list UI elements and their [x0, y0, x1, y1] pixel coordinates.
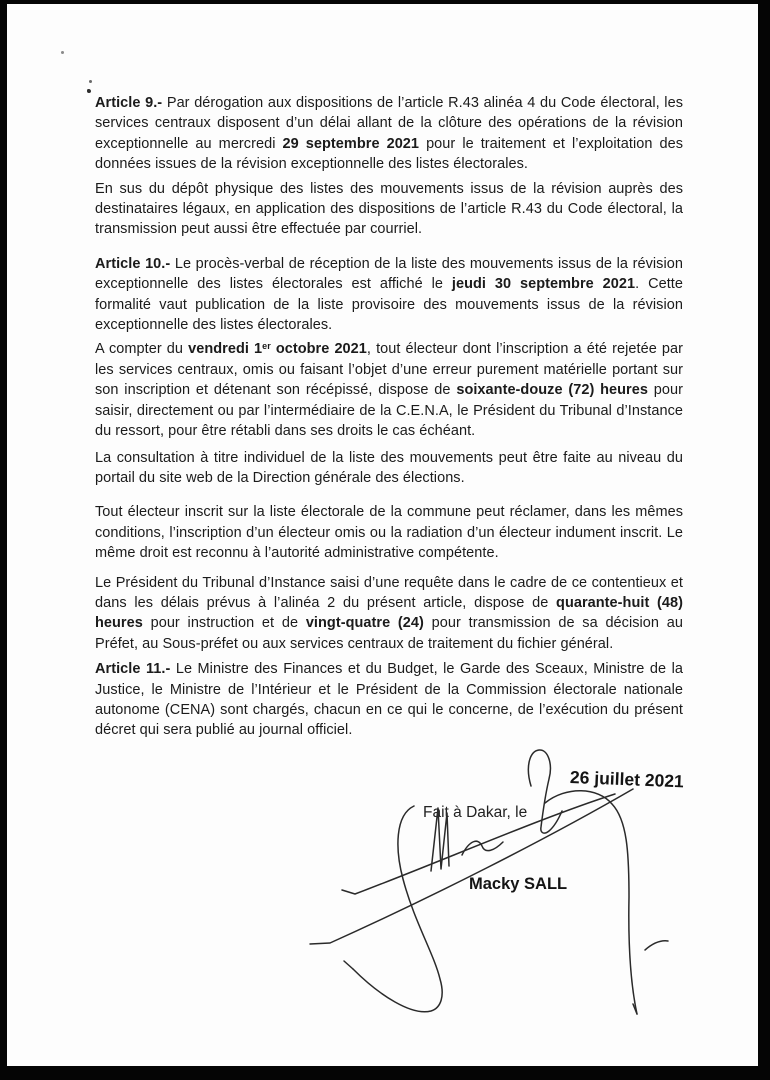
document-body	[95, 93, 683, 741]
paragraph-article-10: Article 10.- Le procès-verbal de réception de la liste des mouvements issus de la révision exceptionnelle des listes électorales est affiché le jeudi 30 septembre 2021. Cette formalité vaut publication de la liste provisoire des mouvements issus de la révision exceptionnelle des listes électorales.	[95, 255, 683, 334]
scan-speck	[89, 80, 92, 83]
scan-speck	[87, 89, 91, 93]
scan-speck	[61, 51, 64, 54]
paragraph-article-9: Article 9.- Par dérogation aux dispositions de l’article R.43 alinéa 4 du Code électoral, les services centraux disposent d’un délai allant de la clôture des opérations de la révision exceptionnelle au mercredi 29 septembre 2021 pour le traitement et l’exploitation des données issues de la révision exceptionnelle des listes électorales.	[95, 95, 683, 173]
paragraph-tout-electeur: Tout électeur inscrit sur la liste électorale de la commune peut réclamer, dans les mêmes conditions, l’inscription d’un électeur omis ou la radiation d’un électeur indument inscrit. Le même droit est reconnu à l’autorité administrative compétente.	[95, 504, 683, 562]
paragraph-en-sus: En sus du dépôt physique des listes des mouvements issus de la révision auprès des destinataires légaux, en application des dispositions de l’article R.43 du Code électoral, la transmission peut aussi être effectuée par courriel.	[95, 180, 683, 238]
paragraph-president-tribunal: Le Président du Tribunal d’Instance saisi d’une requête dans le cadre de ce contentieux et dans les délais prévus à l’alinéa 2 du présent article, dispose de quarante-huit (48) heures pour instruction et de vingt-quatre (24) pour transmission de sa décision au Préfet, au Sous-préfet ou aux services centraux de traitement du fichier général.	[95, 574, 684, 652]
decree-date: 26 juillet 2021	[569, 767, 685, 792]
signer-name: Macky SALL	[469, 875, 568, 893]
document-page	[7, 4, 758, 1066]
paragraph-a-compter: A compter du vendredi 1er octobre 2021, tout électeur dont l’inscription a été rejetée par les services centraux, omis ou faisant l’objet d’une erreur purement matérielle portant sur son inscription et détenant son récépissé, dispose de soixante-douze (72) heures pour saisir, directement ou par l’intermédiaire de la C.E.N.A, le Président du Tribunal d’Instance du ressort, pour être rétabli dans ses droits le cas échéant.	[95, 341, 683, 440]
paragraph-consultation: La consultation à titre individuel de la liste des mouvements peut être faite au niveau du portail du site web de la Direction générale des élections.	[95, 449, 683, 486]
paragraph-article-11: Article 11.- Le Ministre des Finances et du Budget, le Garde des Sceaux, Ministre de la Justice, le Ministre de l’Intérieur et le Président de la Commission électorale nationale autonome (CENA) sont chargés, chacun en ce qui le concerne, de l’exécution du présent décret qui sera publié au journal officiel.	[95, 661, 684, 739]
place-and-date-line: Fait à Dakar, le	[423, 804, 528, 821]
